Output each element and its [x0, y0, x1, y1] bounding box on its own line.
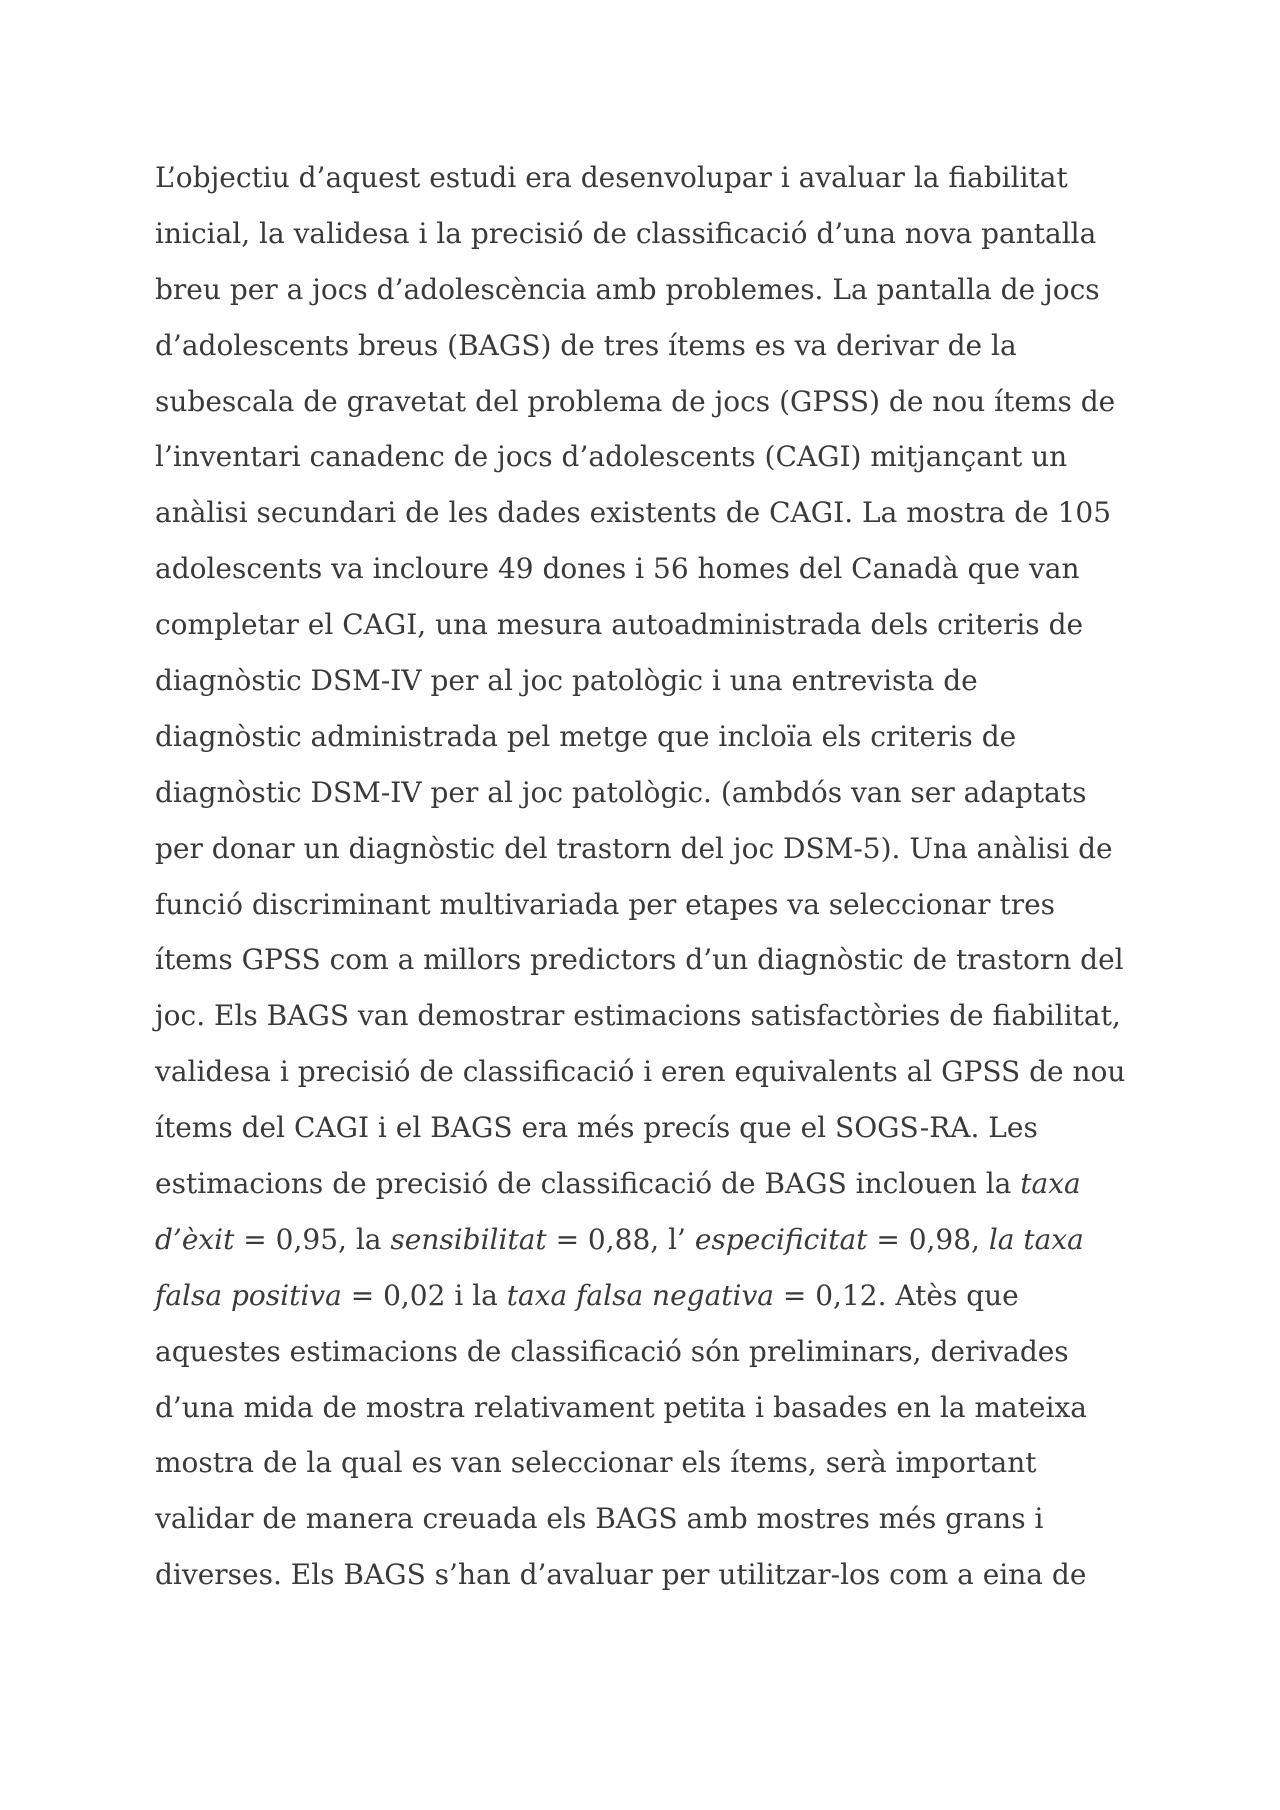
italic-term: especificitat: [694, 1222, 868, 1256]
text-line: per donar un diagnòstic del trastorn del joc DSM-5). Una anàlisi de: [155, 831, 1113, 865]
italic-term: taxa falsa negativa: [506, 1278, 774, 1312]
text-line: inicial, la validesa i la precisió de classificació d’una nova pantalla: [155, 216, 1097, 250]
text-line: d’adolescents breus (BAGS) de tres ítems es va derivar de la: [155, 328, 1017, 362]
text-run: = 0,12. Atès que: [773, 1278, 1019, 1312]
text-line: l’inventari canadenc de jocs d’adolescents (CAGI) mitjançant un: [155, 440, 1068, 474]
text-line: diagnòstic DSM-IV per al joc patològic. (ambdós van ser adaptats: [155, 775, 1087, 809]
text-line: diagnòstic administrada pel metge que incloïa els criteris de: [155, 719, 1017, 753]
text-line: [155, 1156, 1145, 1212]
text-line: [155, 1268, 1145, 1324]
text-line: validesa i precisió de classificació i eren equivalents al GPSS de nou: [155, 1055, 1126, 1089]
text-line: funció discriminant multivariada per etapes va seleccionar tres: [155, 887, 1056, 921]
text-line: breu per a jocs d’adolescència amb problemes. La pantalla de jocs: [155, 272, 1100, 306]
text-line: joc. Els BAGS van demostrar estimacions satisfactòries de fiabilitat,: [155, 999, 1121, 1033]
text-line: aquestes estimacions de classificació són preliminars, derivades: [155, 1334, 1069, 1368]
text-line: validar de manera creuada els BAGS amb mostres més grans i: [155, 1502, 1044, 1536]
italic-term: la taxa: [988, 1222, 1084, 1256]
text-line: subescala de gravetat del problema de jocs (GPSS) de nou ítems de: [155, 384, 1116, 418]
italic-term: d’èxit: [155, 1222, 235, 1256]
text-line: diverses. Els BAGS s’han d’avaluar per utilitzar-los com a eina de: [155, 1558, 1087, 1592]
text-run: = 0,98,: [867, 1222, 989, 1256]
italic-term: falsa positiva: [155, 1278, 342, 1312]
text-line: [155, 1212, 1145, 1268]
text-line: completar el CAGI, una mesura autoadministrada dels criteris de: [155, 608, 1084, 642]
text-line: mostra de la qual es van seleccionar els ítems, serà important: [155, 1446, 1037, 1480]
abstract-paragraph: [155, 150, 1145, 1603]
text-line: ítems del CAGI i el BAGS era més precís que el SOGS-RA. Les: [155, 1111, 1038, 1145]
text-line: d’una mida de mostra relativament petita i basades en la mateixa: [155, 1390, 1087, 1424]
text-line: ítems GPSS com a millors predictors d’un diagnòstic de trastorn del: [155, 943, 1124, 977]
text-run: = 0,88, l’: [546, 1222, 695, 1256]
italic-term: taxa: [1020, 1167, 1081, 1201]
text-run: estimacions de precisió de classificació de BAGS inclouen la: [155, 1167, 1021, 1201]
text-line: anàlisi secundari de les dades existents de CAGI. La mostra de 105: [155, 496, 1112, 530]
text-run: = 0,02 i la: [341, 1278, 507, 1312]
text-line: L’objectiu d’aquest estudi era desenvolupar i avaluar la fiabilitat: [155, 161, 1068, 194]
text-line: diagnòstic DSM-IV per al joc patològic i una entrevista de: [155, 664, 978, 698]
italic-term: sensibilitat: [390, 1222, 547, 1256]
text-line: adolescents va incloure 49 dones i 56 homes del Canadà que van: [155, 552, 1080, 586]
text-run: = 0,95, la: [234, 1222, 391, 1256]
